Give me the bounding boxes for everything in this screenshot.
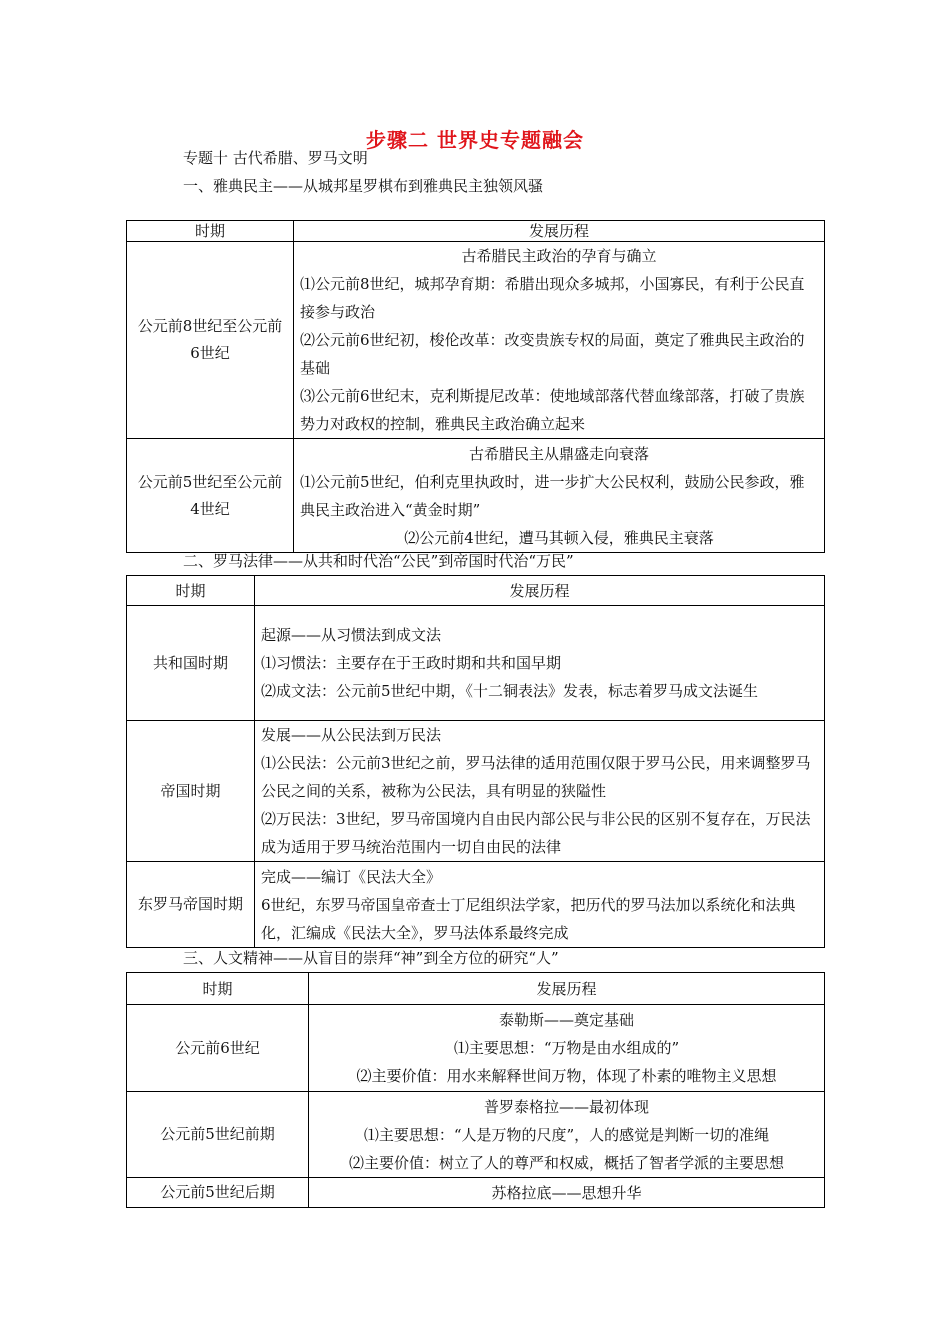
period-cell: 东罗马帝国时期: [127, 862, 255, 948]
row-subtitle: 普罗泰格拉——最初体现: [483, 1097, 649, 1116]
topic-heading: 专题十 古代希腊、罗马文明: [183, 149, 368, 167]
table-header-row: [127, 221, 825, 242]
period-cell: 公元前8世纪至公元前6世纪: [127, 242, 294, 439]
table-row: [127, 862, 825, 948]
humanism-table: [126, 972, 825, 1208]
process-cell: [255, 606, 825, 721]
header-period: 时期: [127, 576, 255, 606]
process-cell: [255, 721, 825, 862]
process-line: ⑴公民法：公元前3世纪之前，罗马法律的适用范围仅限于罗马公民，用来调整罗马公民之间的关系，被称为公民法，具有明显的狭隘性: [261, 754, 811, 800]
period-cell: 公元前5世纪前期: [127, 1092, 309, 1178]
header-process: 发展历程: [255, 576, 825, 606]
process-line: ⑴公元前5世纪，伯利克里执政时，进一步扩大公民权利，鼓励公民参政，雅典民主政治进入“黄金时期”: [300, 472, 805, 519]
row-subtitle: 发展——从公民法到万民法: [261, 726, 442, 744]
athens-democracy-table: [126, 220, 825, 553]
period-cell: 共和国时期: [127, 606, 255, 721]
process-line: ⑵主要价值：树立了人的尊严和权威，概括了智者学派的主要思想: [348, 1153, 784, 1172]
section-1-heading: 一、雅典民主——从城邦星罗棋布到雅典民主独领风骚: [183, 177, 544, 195]
row-subtitle: 完成——编订《民法大全》: [261, 867, 442, 886]
period-cell: 公元前5世纪后期: [127, 1178, 309, 1208]
period-cell: 公元前5世纪至公元前4世纪: [127, 439, 294, 553]
process-cell: [294, 439, 825, 553]
process-line: ⑴主要思想：“万物是由水组成的”: [453, 1039, 680, 1057]
process-cell: [309, 1092, 825, 1178]
process-cell: [309, 1178, 825, 1208]
section-2-heading: 二、罗马法律——从共和时代治“公民”到帝国时代治“万民”: [183, 552, 574, 570]
table-row: [127, 721, 825, 862]
process-line: 6世纪，东罗马帝国皇帝查士丁尼组织法学家，把历代的罗马法加以系统化和法典化，汇编成《民法大全》，罗马法体系最终完成: [261, 895, 796, 942]
process-line: ⑵成文法：公元前5世纪中期，《十二铜表法》发表，标志着罗马成文法诞生: [261, 682, 759, 700]
header-process: 发展历程: [294, 221, 825, 242]
header-process: 发展历程: [309, 973, 825, 1005]
process-line: ⑴公元前8世纪，城邦孕育期：希腊出现众多城邦，小国寡民，有利于公民直接参与政治: [300, 275, 805, 321]
section-3-heading: 三、人文精神——从盲目的崇拜“神”到全方位的研究“人”: [183, 949, 559, 967]
table-header-row: [127, 973, 825, 1005]
process-line: ⑶公元前6世纪末，克利斯提尼改革：使地域部落代替血缘部落，打破了贵族势力对政权的控制，雅典民主政治确立起来: [300, 387, 805, 433]
table-row: [127, 606, 825, 721]
header-period: 时期: [127, 973, 309, 1005]
row-subtitle: 起源——从习惯法到成文法: [261, 626, 442, 644]
table-row: [127, 1092, 825, 1178]
row-subtitle: 苏格拉底——思想升华: [491, 1184, 642, 1202]
header-period: 时期: [127, 221, 294, 242]
process-cell: [294, 242, 825, 439]
table-row: [127, 1005, 825, 1092]
process-line: ⑵公元前4世纪，遭马其顿入侵，雅典民主衰落: [404, 528, 714, 547]
row-subtitle: 泰勒斯——奠定基础: [498, 1011, 634, 1029]
table-row: [127, 242, 825, 439]
process-line: ⑵主要价值：用水来解释世间万物，体现了朴素的唯物主义思想: [356, 1067, 777, 1085]
process-line: ⑴习惯法：主要存在于王政时期和共和国早期: [261, 654, 562, 672]
table-header-row: [127, 576, 825, 606]
process-cell: [255, 862, 825, 948]
roman-law-table: [126, 575, 825, 948]
period-cell: 公元前6世纪: [127, 1005, 309, 1092]
period-cell: 帝国时期: [127, 721, 255, 862]
process-line: ⑵万民法：3世纪，罗马帝国境内自由民内部公民与非公民的区别不复存在，万民法成为适用于罗马统治范围内一切自由民的法律: [261, 810, 811, 856]
row-subtitle: 古希腊民主政治的孕育与确立: [461, 247, 657, 265]
table-row: [127, 439, 825, 553]
process-line: ⑴主要思想：“人是万物的尺度”，人的感觉是判断一切的准绳: [363, 1125, 770, 1144]
table-row: [127, 1178, 825, 1208]
row-subtitle: 古希腊民主从鼎盛走向衰落: [468, 444, 649, 463]
process-line: ⑵公元前6世纪初，梭伦改革：改变贵族专权的局面，奠定了雅典民主政治的基础: [300, 331, 805, 377]
process-cell: [309, 1005, 825, 1092]
page-title: 步骤二 世界史专题融会: [366, 128, 584, 152]
